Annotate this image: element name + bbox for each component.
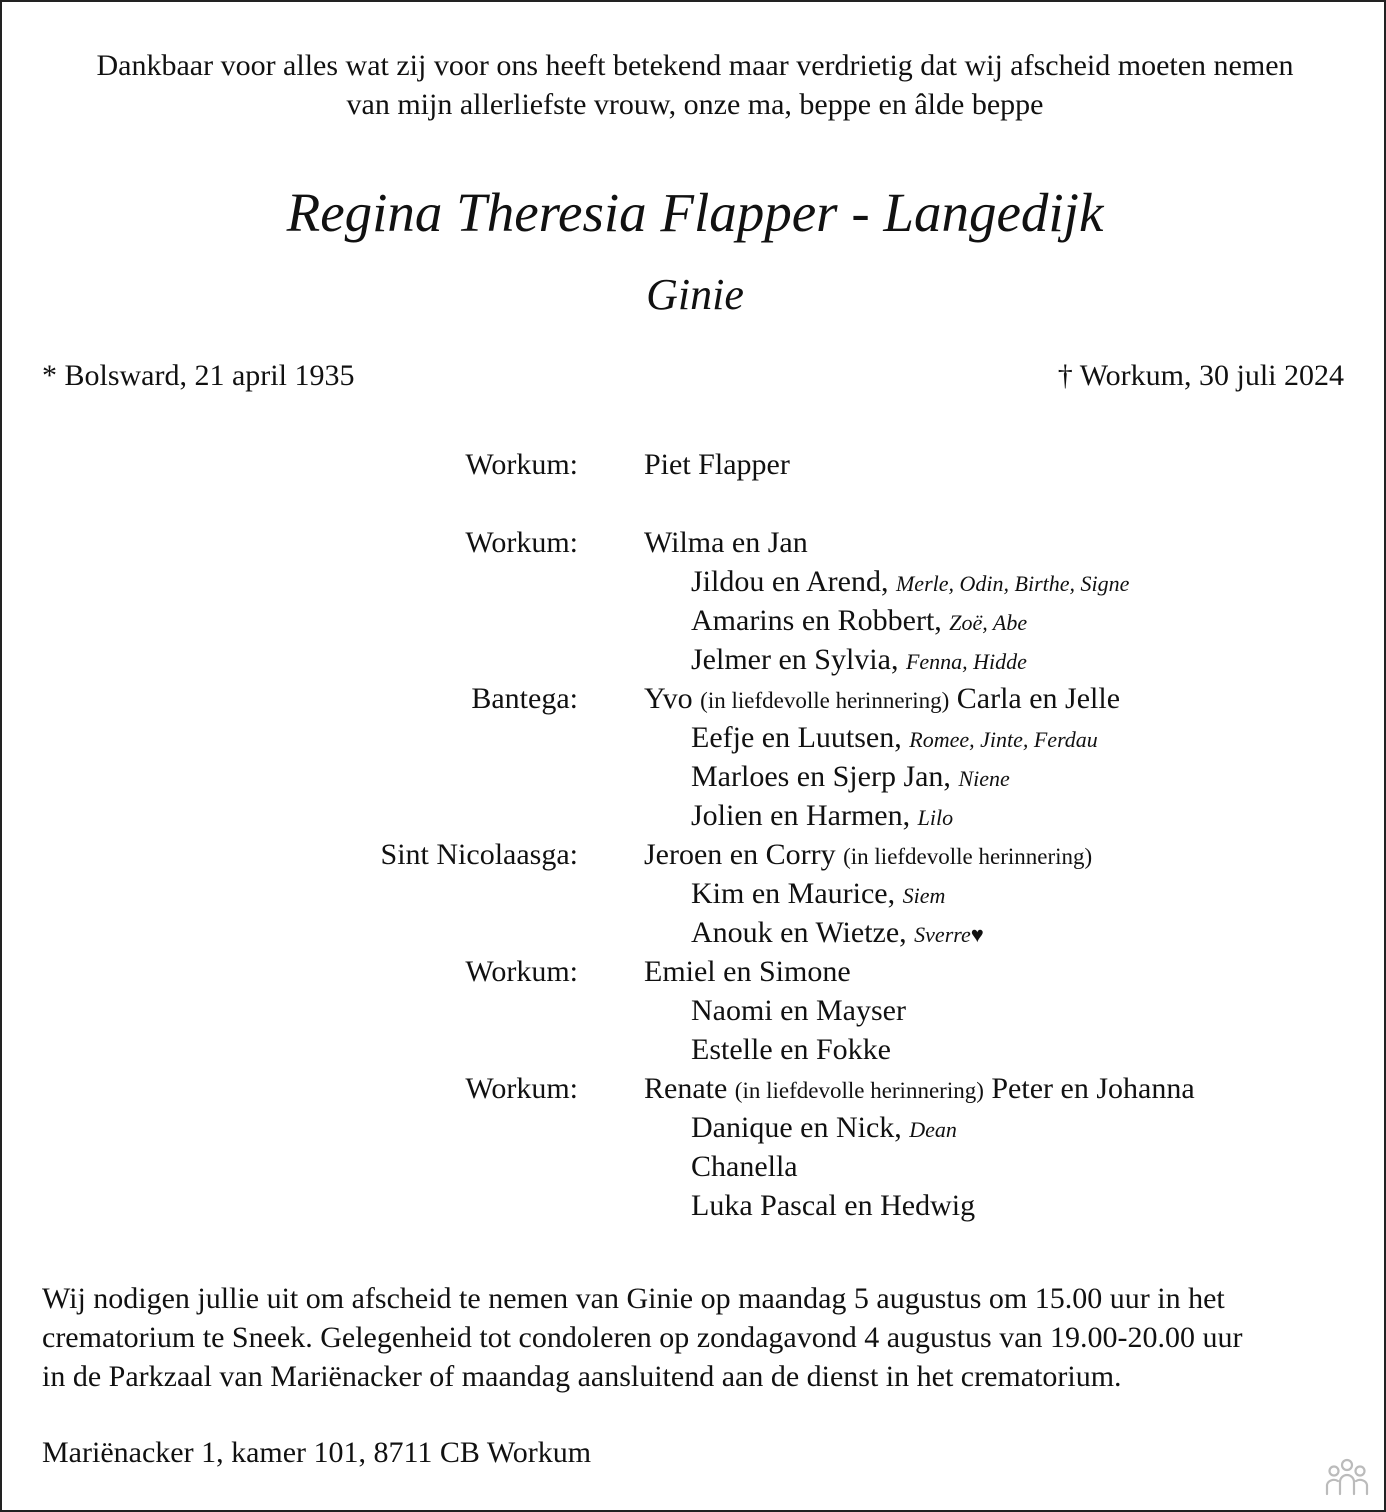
invitation-text [42,1279,1352,1396]
family-entry [691,1108,957,1149]
family-grandchildren: Merle, Odin, Birthe, Signe [895,571,1130,596]
in-memory-note: (in liefdevolle herinnering) [700,688,950,713]
family-row [2,796,1386,835]
deceased-nickname: Ginie [646,270,744,319]
intro-text [32,46,1358,124]
family-row [2,718,1386,757]
family-names: Jelmer en Sylvia, [691,643,899,676]
family-list [2,445,1386,1225]
family-grandchildren: Romee, Jinte, Ferdau [909,727,1098,752]
family-row [2,1030,1386,1069]
in-memory-note: (in liefdevolle herinnering) [734,1078,984,1103]
invitation-line-3: in de Parkzaal van Mariënacker of maandag aansluitend aan de dienst in het crematorium. [42,1360,1122,1393]
family-entry [691,991,906,1030]
family-names: Anouk en Wietze, [691,916,907,949]
family-names: Wilma en Jan [644,526,808,559]
family-names: Kim en Maurice, [691,877,896,910]
family-row [2,991,1386,1030]
family-names: Yvo [644,682,693,715]
family-names: Renate [644,1072,728,1105]
family-entry [691,757,1010,798]
family-row [2,757,1386,796]
invitation-line-1: Wij nodigen jullie uit om afscheid te nemen van Ginie op maandag 5 augustus om 15.00 uur in het [42,1282,1225,1315]
family-entry [644,523,808,562]
family-row [2,562,1386,601]
family-row [2,952,1386,991]
family-names: Eefje en Luutsen, [691,721,902,754]
family-row [2,1108,1386,1147]
family-entry [691,913,984,954]
family-names: Amarins en Robbert, [691,604,942,637]
family-row [2,874,1386,913]
invitation-line-2: crematorium te Sneek. Gelegenheid tot condoleren op zondagavond 4 augustus van 19.00-20.00 uur [42,1321,1243,1354]
family-row [2,601,1386,640]
family-grandchildren: Sverre♥ [914,922,984,947]
family-entry [691,1186,975,1225]
family-grandchildren: Siem [902,883,946,908]
family-names: Jildou en Arend, [691,565,889,598]
intro-line-1: Dankbaar voor alles wat zij voor ons heeft betekend maar verdrietig dat wij afscheid moeten nemen [96,49,1294,82]
family-place: Bantega: [471,682,578,715]
family-entry [691,1147,798,1186]
address: Mariënacker 1, kamer 101, 8711 CB Workum [42,1436,592,1469]
family-entry [644,445,790,484]
family-row [2,913,1386,952]
death-info: † Workum, 30 juli 2024 [1057,359,1344,392]
birth-info: * Bolsward, 21 april 1935 [42,359,355,392]
family-entry [691,796,953,837]
family-names: Estelle en Fokke [691,1033,891,1066]
family-row [2,640,1386,679]
family-row [2,1147,1386,1186]
family-entry [644,1069,1195,1110]
family-grandchildren: Niene [958,766,1010,791]
family-entry [691,718,1098,759]
in-memory-note: (in liefdevolle herinnering) [843,844,1093,869]
family-grandchildren: Dean [909,1117,957,1142]
family-row [2,835,1386,874]
people-group-icon [1324,1458,1370,1498]
family-grandchildren: Zoë, Abe [949,610,1028,635]
family-entry [644,679,1120,720]
family-entry [644,835,1092,876]
family-grandchildren: Fenna, Hidde [905,649,1027,674]
family-names: Danique en Nick, [691,1111,902,1144]
family-names: Naomi en Mayser [691,994,906,1027]
family-names: Jeroen en Corry [644,838,836,871]
family-entry [691,601,1027,642]
family-entry [691,874,945,915]
family-entry [691,562,1129,603]
deceased-name: Regina Theresia Flapper - Langedijk [286,182,1104,243]
family-place: Workum: [465,448,578,481]
family-place: Workum: [465,1072,578,1105]
family-row [2,523,1386,562]
family-entry [644,952,851,991]
family-row [2,1186,1386,1225]
family-place: Workum: [465,526,578,559]
family-names: Jolien en Harmen, [691,799,911,832]
family-entry [691,1030,891,1069]
family-partner-names: Peter en Johanna [991,1072,1195,1105]
family-row [2,445,1386,523]
family-entry [691,640,1027,681]
family-names: Emiel en Simone [644,955,851,988]
family-row [2,679,1386,718]
family-partner-names: Carla en Jelle [956,682,1121,715]
intro-line-2: van mijn allerliefste vrouw, onze ma, beppe en âlde beppe [346,88,1044,121]
family-names: Chanella [691,1150,798,1183]
family-place: Workum: [465,955,578,988]
family-names: Piet Flapper [644,448,790,481]
family-place: Sint Nicolaasga: [380,838,578,871]
family-names: Luka Pascal en Hedwig [691,1189,976,1222]
family-grandchildren: Lilo [917,805,954,830]
family-row [2,1069,1386,1108]
family-names: Marloes en Sjerp Jan, [691,760,951,793]
